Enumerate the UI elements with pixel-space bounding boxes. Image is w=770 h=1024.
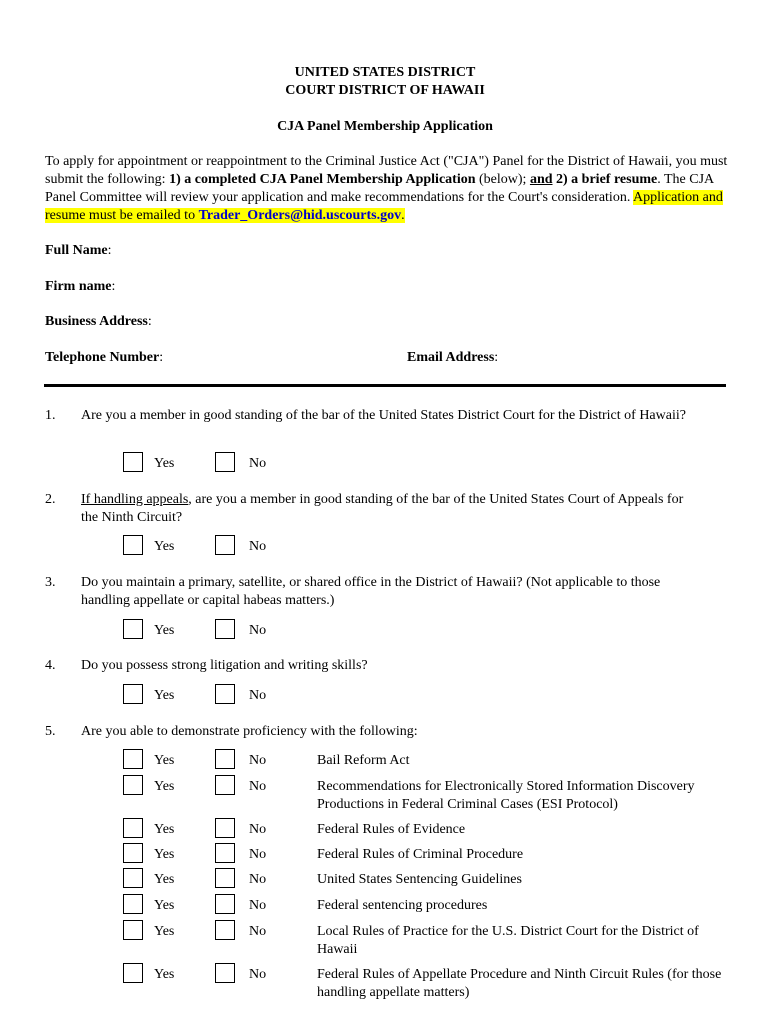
prof-2-yes-checkbox[interactable] [123, 775, 143, 795]
yes-label: Yes [154, 924, 175, 939]
page-title: CJA Panel Membership Application [277, 119, 493, 134]
no-label: No [249, 924, 267, 939]
no-label: No [249, 753, 267, 768]
prof-3-yes-checkbox[interactable] [123, 818, 143, 838]
question-number: 5. [45, 724, 56, 739]
q3-no-checkbox[interactable] [215, 619, 235, 639]
prof-2-no-checkbox[interactable] [215, 775, 235, 795]
question-number: 4. [45, 658, 56, 673]
prof-4-yes-checkbox[interactable] [123, 843, 143, 863]
prof-1-no-checkbox[interactable] [215, 749, 235, 769]
question-3-text: Do you maintain a primary, satellite, or shared office in the District of Hawaii? (Not applicable to those handling appellate or capital habeas matters.) [81, 575, 661, 608]
no-label: No [249, 456, 267, 471]
prof-3-no-checkbox[interactable] [215, 818, 235, 838]
q4-no-checkbox[interactable] [215, 684, 235, 704]
yes-label: Yes [154, 872, 175, 887]
court-name-line1: UNITED STATES DISTRICT [294, 65, 476, 80]
prof-5-yes-checkbox[interactable] [123, 868, 143, 888]
prof-6-yes-checkbox[interactable] [123, 894, 143, 914]
q2-yes-checkbox[interactable] [123, 535, 143, 555]
prof-8-no-checkbox[interactable] [215, 963, 235, 983]
yes-label: Yes [154, 779, 175, 794]
prof-8-yes-checkbox[interactable] [123, 963, 143, 983]
proficiency-item: Federal Rules of Evidence [317, 822, 466, 837]
proficiency-item: Recommendations for Electronically Stored Information Discovery Productions in Federal Criminal Cases (ESI Protocol) [317, 779, 695, 812]
question-number: 3. [45, 575, 56, 590]
section-divider [44, 384, 726, 387]
prof-7-no-checkbox[interactable] [215, 920, 235, 940]
yes-label: Yes [154, 967, 175, 982]
question-number: 2. [45, 492, 56, 507]
proficiency-item: Local Rules of Practice for the U.S. District Court for the District of Hawaii [317, 924, 699, 957]
proficiency-item: Federal sentencing procedures [317, 898, 488, 913]
q3-yes-checkbox[interactable] [123, 619, 143, 639]
question-5-text: Are you able to demonstrate proficiency with the following: [81, 724, 418, 739]
q1-no-checkbox[interactable] [215, 452, 235, 472]
proficiency-item: Bail Reform Act [317, 753, 410, 768]
question-2-text: If handling appeals, are you a member in good standing of the bar of the United States Court of Appeals for the Ninth Circuit? [81, 492, 684, 525]
q1-yes-checkbox[interactable] [123, 452, 143, 472]
proficiency-item: Federal Rules of Criminal Procedure [317, 847, 524, 862]
prof-7-yes-checkbox[interactable] [123, 920, 143, 940]
prof-5-no-checkbox[interactable] [215, 868, 235, 888]
q4-yes-checkbox[interactable] [123, 684, 143, 704]
prof-6-no-checkbox[interactable] [215, 894, 235, 914]
question-number: 1. [45, 408, 56, 423]
email-field[interactable]: Email Address: [407, 350, 499, 365]
yes-label: Yes [154, 623, 175, 638]
firm-name-field[interactable]: Firm name: [45, 279, 116, 294]
no-label: No [249, 847, 267, 862]
intro-paragraph: To apply for appointment or reappointment to the Criminal Justice Act ("CJA") Panel for the District of Hawaii, you must submit the following: 1) a completed CJA Panel Membership Application (below); and 2) a brief resume. The CJA Panel Committee will review your application and make recommendations for the Court's consideration. Application and resume must be emailed to Trader_Orders@hid.uscourts.gov. [45, 154, 728, 223]
yes-label: Yes [154, 456, 175, 471]
no-label: No [249, 623, 267, 638]
business-address-field[interactable]: Business Address: [45, 314, 152, 329]
yes-label: Yes [154, 847, 175, 862]
no-label: No [249, 688, 267, 703]
question-4-text: Do you possess strong litigation and writing skills? [81, 658, 368, 673]
q2-no-checkbox[interactable] [215, 535, 235, 555]
prof-4-no-checkbox[interactable] [215, 843, 235, 863]
no-label: No [249, 539, 267, 554]
yes-label: Yes [154, 753, 175, 768]
full-name-field[interactable]: Full Name: [45, 243, 112, 258]
yes-label: Yes [154, 539, 175, 554]
prof-1-yes-checkbox[interactable] [123, 749, 143, 769]
yes-label: Yes [154, 688, 175, 703]
court-name-line2: COURT DISTRICT OF HAWAII [285, 83, 485, 98]
no-label: No [249, 872, 267, 887]
proficiency-item: Federal Rules of Appellate Procedure and Ninth Circuit Rules (for those handling appellate matters) [317, 967, 722, 1000]
yes-label: Yes [154, 822, 175, 837]
no-label: No [249, 779, 267, 794]
submission-email-link[interactable]: Trader_Orders@hid.uscourts.gov [198, 208, 402, 223]
question-1-text: Are you a member in good standing of the bar of the United States District Court for the District of Hawaii? [81, 408, 686, 423]
telephone-field[interactable]: Telephone Number: [45, 350, 164, 365]
no-label: No [249, 898, 267, 913]
proficiency-item: United States Sentencing Guidelines [317, 872, 522, 887]
no-label: No [249, 822, 267, 837]
yes-label: Yes [154, 898, 175, 913]
no-label: No [249, 967, 267, 982]
